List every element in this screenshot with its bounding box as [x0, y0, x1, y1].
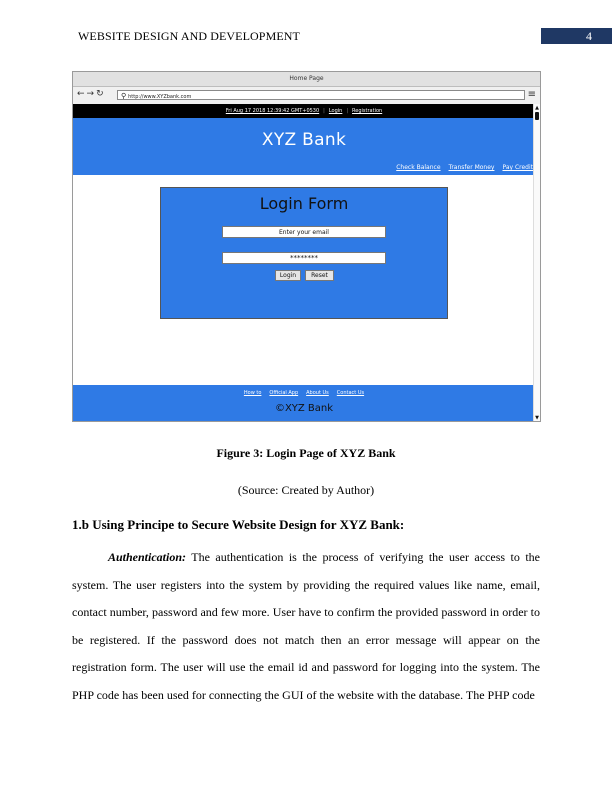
- registration-link: Registration: [352, 108, 383, 114]
- forward-arrow-icon: →: [86, 89, 97, 99]
- about-us-link: About Us: [306, 390, 329, 396]
- reload-icon: ↻: [96, 89, 106, 99]
- how-to-link: How to: [243, 390, 262, 396]
- pay-credit-link: Pay Credit: [502, 164, 533, 171]
- official-app-link: Official App: [269, 390, 299, 396]
- contact-us-link: Contact Us: [336, 390, 365, 396]
- bank-name: XYZ Bank: [261, 130, 347, 150]
- email-field: Enter your email: [222, 226, 386, 238]
- url-text: http://www.XYZbank.com: [128, 94, 192, 100]
- login-button: Login: [275, 270, 301, 281]
- section-heading: 1.b Using Principe to Secure Website Design for XYZ Bank:: [72, 517, 405, 532]
- transfer-money-link: Transfer Money: [448, 164, 495, 171]
- back-arrow-icon: ←: [77, 89, 87, 99]
- scroll-down-arrow-icon: ▼: [535, 415, 539, 421]
- footer-brand: ©XYZ Bank: [274, 403, 334, 414]
- password-field: ********: [222, 252, 386, 264]
- login-link: Login: [328, 108, 343, 114]
- figure-source: (Source: Created by Author): [237, 483, 375, 497]
- login-form-title: Login Form: [259, 194, 349, 213]
- page-number-box: [541, 28, 612, 44]
- browser-address-bar: [73, 87, 540, 105]
- hamburger-menu-icon: ≡: [527, 89, 536, 100]
- running-header-title: WEBSITE DESIGN AND DEVELOPMENT: [78, 29, 300, 43]
- login-form-panel: [160, 187, 448, 319]
- body-paragraph: [72, 544, 540, 710]
- scrollbar: [533, 104, 540, 422]
- page-number: 4: [586, 29, 592, 43]
- login-page-figure: [72, 71, 541, 422]
- scroll-up-arrow-icon: ▲: [535, 105, 539, 111]
- datetime-text: Fri Aug 17 2018 12:39:42 GMT+0530: [225, 108, 320, 114]
- check-balance-link: Check Balance: [396, 164, 441, 171]
- banner-links: [388, 164, 533, 171]
- scroll-thumb: [535, 112, 539, 120]
- url-field: [117, 90, 525, 100]
- page-footer: [73, 385, 535, 422]
- browser-nav-icons: [77, 89, 106, 99]
- paragraph-lead: Authentication:: [108, 550, 187, 564]
- reset-button: Reset: [305, 270, 334, 281]
- figure-caption: Figure 3: Login Page of XYZ Bank: [216, 446, 396, 460]
- footer-links: [73, 390, 535, 396]
- top-info-strip: Fri Aug 17 2018 12:39:42 GMT+0530 | Login | Registration: [73, 104, 535, 118]
- bank-banner: [73, 118, 535, 175]
- paragraph-text: The authentication is the process of verifying the user access to the system. The user registers into the system by providing the required values like name, email, contact number, password and few more. User have to confirm the provided password in order to be registered. If the password does not match then an error message will appear on the registration form. The user will use the email id and password for logging into the system. The PHP code has been used for connecting the GUI of the website with the database. The PHP code: [72, 550, 540, 702]
- browser-title-bar: Home Page: [73, 72, 540, 87]
- search-icon: ⚲: [121, 92, 127, 100]
